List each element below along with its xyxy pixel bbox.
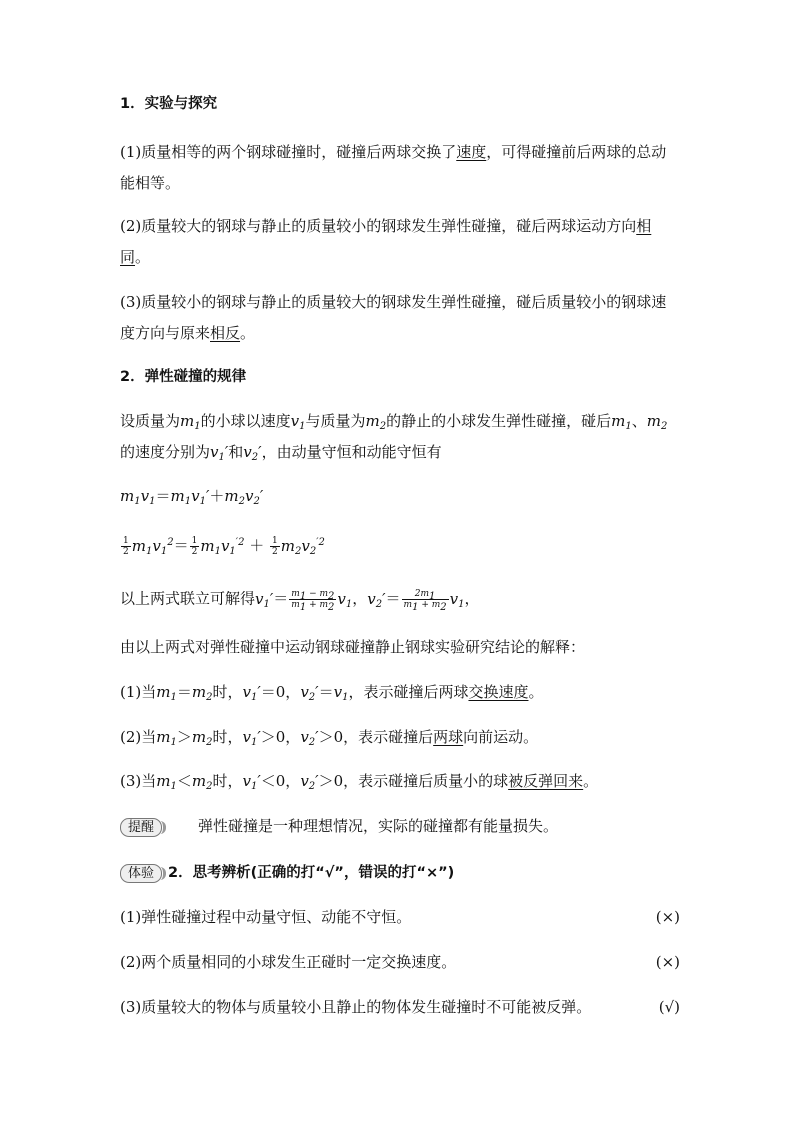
exercise-item-1 bbox=[120, 910, 680, 925]
intro-t6: 的速度分别为 bbox=[120, 443, 211, 461]
math-m2: $m_2$ bbox=[365, 412, 387, 432]
exercise-mark: (×) bbox=[655, 953, 680, 971]
exercise-item-3 bbox=[120, 1000, 680, 1015]
case2-line: (2)当$m_1>m_2$时，$v_1'>0$，$v_2'>0$，表示碰撞后两球向前运动。 bbox=[120, 728, 539, 748]
item1-text: (1)质量相等的两个钢球碰撞时，碰撞后两球交换了 bbox=[120, 143, 457, 161]
section1-item1 bbox=[120, 137, 680, 199]
case1-res: ，表示碰撞后两球 bbox=[348, 683, 469, 701]
momentum-equation: $m_1v_1=m_1v_1'+m_2v_2'$ bbox=[120, 487, 264, 507]
case1-answer: 交换速度 bbox=[468, 683, 529, 701]
item1-text-end: ，可得碰撞前后两球的总动能相等。 bbox=[120, 143, 667, 192]
section1-item3 bbox=[120, 287, 680, 349]
solve-end: ， bbox=[464, 589, 480, 608]
item1-answer: 速度 bbox=[456, 143, 487, 161]
case3-line: (3)当$m_1<m_2$时，$v_1'<0$，$v_2'>0$，表示碰撞后质量小的球被反弹回来。 bbox=[120, 772, 599, 792]
case1-end: 。 bbox=[528, 683, 544, 701]
explain-line: 由以上两式对弹性碰撞中运动钢球碰撞静止钢球实验研究结论的解释： bbox=[120, 638, 586, 656]
case3-res: ，表示碰撞后质量小的球 bbox=[343, 772, 509, 790]
exercise-heading-line bbox=[120, 864, 680, 883]
exercise-item-2 bbox=[120, 955, 680, 970]
case2-cond: 时， bbox=[212, 728, 243, 746]
section1-item2 bbox=[120, 211, 680, 273]
math-v1p: $v_1'$ bbox=[210, 443, 229, 463]
item3-text-end: 。 bbox=[240, 324, 256, 342]
intro-t5: 、 bbox=[631, 412, 647, 430]
exercise-badge: 体验 bbox=[120, 864, 162, 883]
solution-line: 以上两式联立可解得$v_1'=$ $\frac{m_1 - m_2}{m_1 + m_2}$ $v_1$，$v_2'=$ $\frac{2m_1}{m_1 + m_2}$ $v_1$， bbox=[120, 589, 480, 613]
intro-t4: 的静止的小球发生弹性碰撞，碰后 bbox=[386, 412, 612, 430]
math-m1: $m_1$ bbox=[180, 412, 201, 432]
intro-t2: 的小球以速度 bbox=[200, 412, 291, 430]
exercise-mark: (×) bbox=[655, 908, 680, 926]
intro-t7: 和 bbox=[228, 443, 244, 461]
case3-end: 。 bbox=[583, 772, 599, 790]
intro-t1: 设质量为 bbox=[120, 412, 181, 430]
intro-t3: 与质量为 bbox=[305, 412, 366, 430]
case2-res: ，表示碰撞后 bbox=[343, 728, 434, 746]
case1-cond: 时， bbox=[212, 683, 243, 701]
tip-badge: 提醒 bbox=[120, 818, 162, 837]
exercise-item-text: (1)弹性碰撞过程中动量守恒、动能不守恒。 bbox=[120, 908, 412, 926]
tip-text: 弹性碰撞是一种理想情况，实际的碰撞都有能量损失。 bbox=[198, 817, 559, 835]
case3-cond: 时， bbox=[212, 772, 243, 790]
item3-text: (3)质量较小的钢球与静止的质量较大的钢球发生弹性碰撞，碰后质量较小的钢球速度方向与原来 bbox=[120, 293, 667, 342]
section2-heading: 2．弹性碰撞的规律 bbox=[120, 369, 247, 385]
case2-label: (2)当 bbox=[120, 728, 157, 746]
case2-answer: 两球 bbox=[433, 728, 464, 746]
case1-line: (1)当$m_1=m_2$时，$v_1'=0$，$v_2'=v_1$，表示碰撞后两球交换速度。 bbox=[120, 683, 544, 703]
energy-equation: $\frac{1}{2}$ $m_1v_1^2=$ $\frac{1}{2}$ $m_1v_1^{'2}$ ＋ $\frac{1}{2}$ $m_2v_2^{'2}$ bbox=[123, 536, 325, 557]
math-m1b: $m_1$ bbox=[611, 412, 632, 432]
item2-text: (2)质量较大的钢球与静止的质量较小的钢球发生弹性碰撞，碰后两球运动方向 bbox=[120, 217, 637, 235]
exercise-item-text: (2)两个质量相同的小球发生正碰时一定交换速度。 bbox=[120, 953, 457, 971]
exercise-item-text: (3)质量较大的物体与质量较小且静止的物体发生碰撞时不可能被反弹。 bbox=[120, 998, 592, 1016]
section1-heading: 1．实验与探究 bbox=[120, 96, 218, 112]
math-v2p: $v_2'$ bbox=[243, 443, 262, 463]
intro-t8: ，由动量守恒和动能守恒有 bbox=[261, 443, 442, 461]
case3-answer: 被反弹回来 bbox=[508, 772, 584, 790]
solve-num2: 2m bbox=[414, 589, 430, 599]
case1-label: (1)当 bbox=[120, 683, 157, 701]
item3-answer: 相反 bbox=[210, 324, 241, 342]
math-m2b: $m_2$ bbox=[646, 412, 668, 432]
item2-answer: 相同 bbox=[120, 217, 652, 266]
solve-sep: ， bbox=[352, 589, 368, 608]
case2-end: 向前运动。 bbox=[463, 728, 539, 746]
item2-text-end: 。 bbox=[135, 248, 151, 266]
exercise-mark: (√) bbox=[658, 998, 680, 1016]
tip-line bbox=[120, 818, 680, 837]
case3-label: (3)当 bbox=[120, 772, 157, 790]
exercise-heading: 2．思考辨析(正确的打“√”，错误的打“×”) bbox=[168, 865, 455, 881]
section2-intro bbox=[120, 406, 680, 468]
solve-pre: 以上两式联立可解得 bbox=[120, 589, 256, 608]
math-v1: $v_1$ bbox=[290, 412, 306, 432]
